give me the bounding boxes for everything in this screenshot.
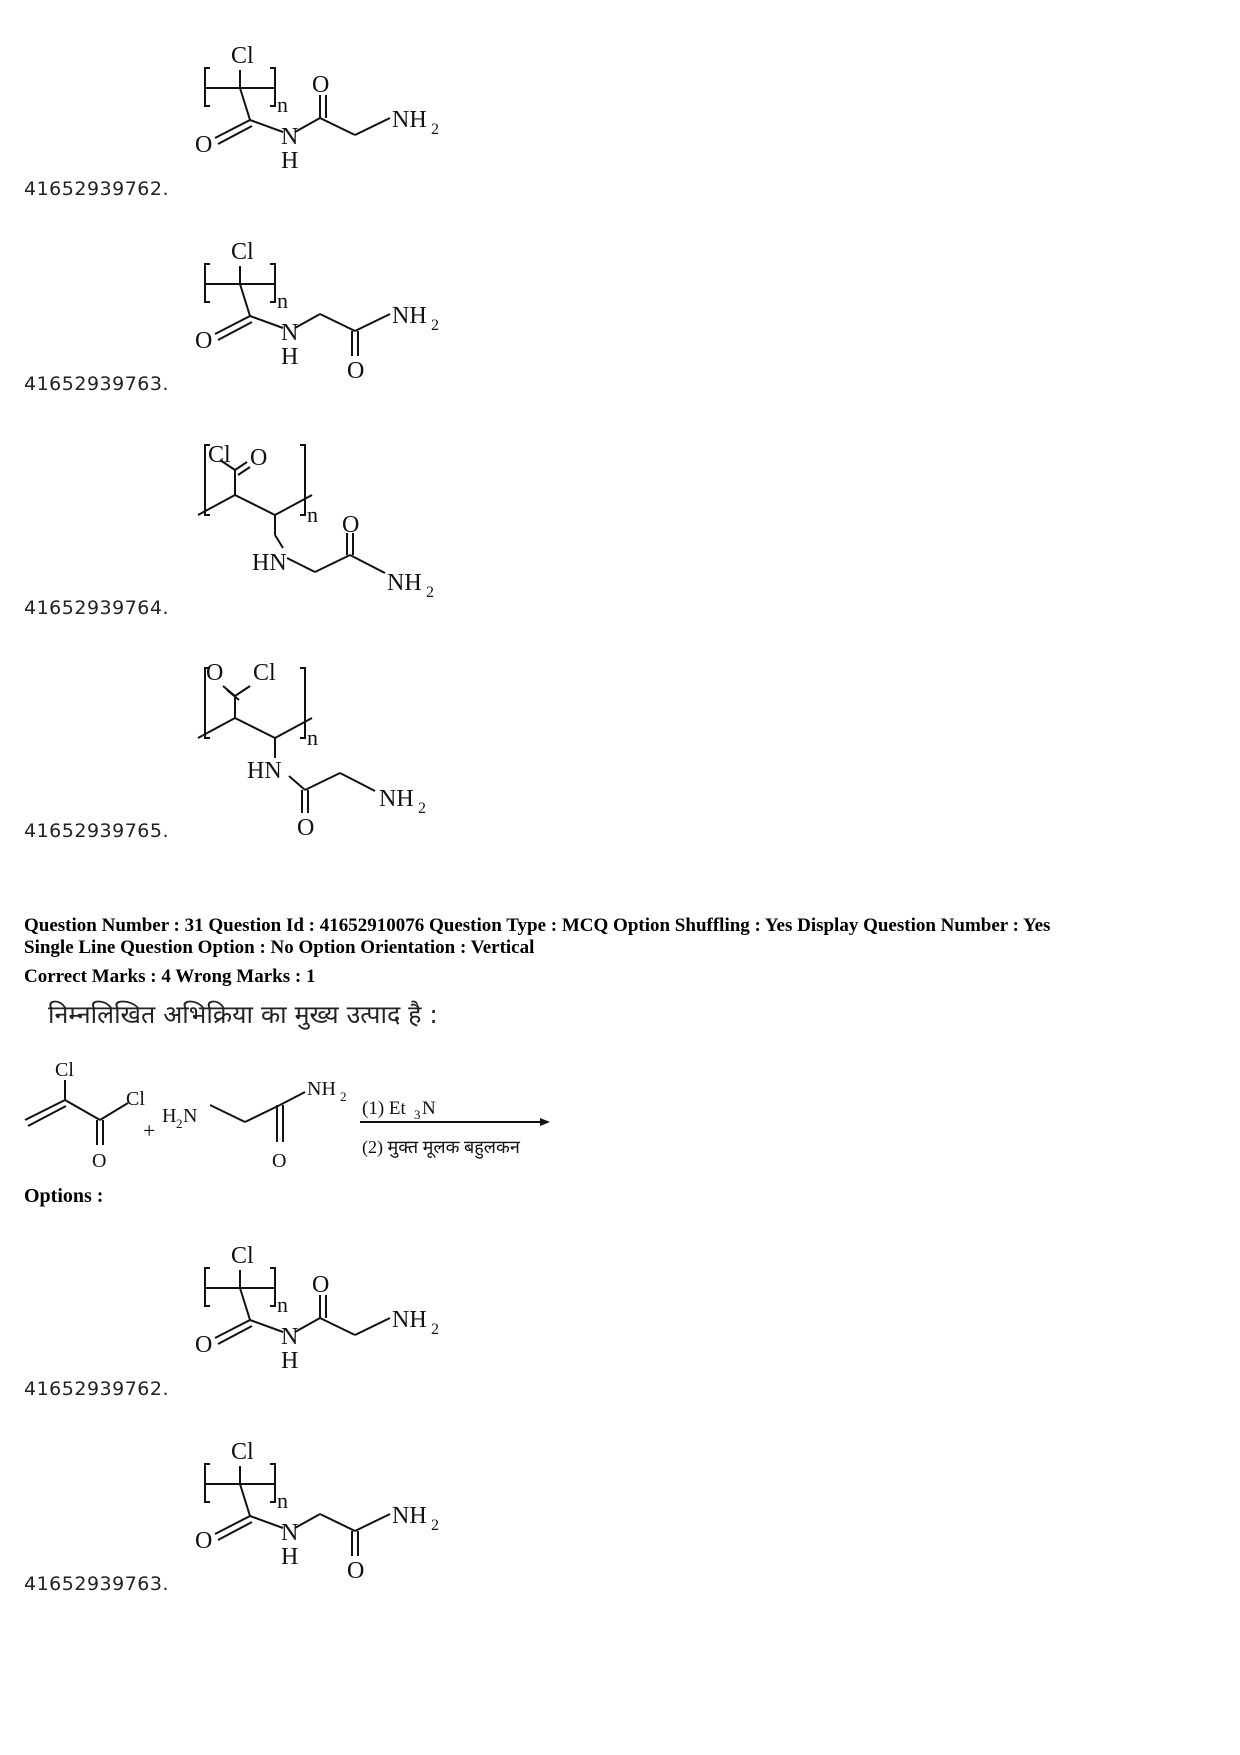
question-marks: Correct Marks : 4 Wrong Marks : 1 [24, 966, 316, 987]
plus-sign: + [143, 1118, 156, 1143]
structure-svg [195, 440, 515, 615]
atom-o: O [206, 660, 224, 686]
reaction-scheme [20, 1060, 560, 1180]
options-label: Options : [24, 1185, 104, 1207]
subscript-n: n [307, 725, 318, 750]
atom-h: H [281, 148, 299, 174]
atom-o: O [195, 1332, 213, 1358]
atom-h: H [162, 1105, 177, 1127]
structure-svg [195, 1240, 515, 1415]
subscript-2: 2 [431, 1517, 439, 1534]
atom-h: H [281, 344, 299, 370]
reagent-2: (2) मुक्त मूलक बहुलकन [362, 1137, 520, 1157]
structure-option-1 [195, 40, 515, 215]
atom-cl: Cl [231, 43, 254, 69]
subscript-n: n [307, 502, 318, 527]
subscript-2: 2 [340, 1089, 347, 1104]
structure-svg [195, 1436, 515, 1611]
structure-svg [195, 40, 515, 215]
reagent-1-subscript: 3 [414, 1107, 421, 1122]
atom-o: O [312, 1272, 330, 1298]
atom-nh: NH [392, 303, 427, 329]
atom-o: O [272, 1150, 287, 1172]
reagent-1-tail: N [422, 1098, 436, 1119]
option-id: 41652939762. [24, 1378, 170, 1400]
atom-nh: NH [392, 1503, 427, 1529]
atom-n: N [281, 320, 299, 346]
structure-option-3 [195, 440, 515, 615]
structure-svg [195, 658, 515, 841]
option-id: 41652939765. [24, 820, 170, 842]
atom-o: O [312, 72, 330, 98]
atom-cl: Cl [55, 1059, 74, 1081]
atom-nh: NH [392, 1307, 427, 1333]
question-text: निम्नलिखित अभिक्रिया का मुख्य उत्पाद है : [48, 1000, 438, 1029]
atom-o: O [195, 328, 213, 354]
atom-nh: NH [379, 786, 414, 812]
option-id: 41652939764. [24, 597, 170, 619]
subscript-n: n [277, 288, 288, 313]
subscript-2: 2 [431, 317, 439, 334]
atom-nh: NH [307, 1078, 336, 1100]
subscript-2: 2 [426, 584, 434, 601]
subscript-n: n [277, 92, 288, 117]
structure-svg [195, 236, 515, 411]
atom-hn: HN [252, 550, 287, 576]
atom-n: N [281, 1520, 299, 1546]
subscript-n: n [277, 1488, 288, 1513]
atom-o: O [92, 1150, 107, 1172]
atom-nh: NH [387, 570, 422, 596]
option-id: 41652939762. [24, 178, 170, 200]
atom-o: O [195, 1528, 213, 1554]
atom-cl: Cl [231, 239, 254, 265]
structure-option-1 [195, 1240, 515, 1415]
subscript-n: n [277, 1292, 288, 1317]
option-id: 41652939763. [24, 1573, 170, 1595]
atom-o: O [195, 132, 213, 158]
question-meta-line-2: Single Line Question Option : No Option Orientation : Vertical [24, 937, 535, 958]
atom-o: O [342, 512, 360, 538]
atom-cl: Cl [126, 1088, 145, 1110]
subscript-2: 2 [176, 1116, 183, 1131]
option-id: 41652939763. [24, 373, 170, 395]
atom-n: N [183, 1105, 198, 1127]
reagent-1: (1) Et [362, 1098, 406, 1119]
atom-o: O [250, 445, 268, 471]
atom-n: N [281, 1324, 299, 1350]
question-meta-line-1: Question Number : 31 Question Id : 41652910076 Question Type : MCQ Option Shuffling : Yes Display Question Number : Yes [24, 915, 1051, 936]
atom-hn: HN [247, 758, 282, 784]
atom-o: O [347, 1558, 365, 1584]
reaction-svg [20, 1060, 560, 1180]
atom-nh: NH [392, 107, 427, 133]
atom-h: H [281, 1348, 299, 1374]
atom-cl: Cl [231, 1243, 254, 1269]
atom-cl: Cl [208, 442, 231, 468]
atom-o: O [347, 358, 365, 384]
atom-cl: Cl [231, 1439, 254, 1465]
subscript-2: 2 [418, 800, 426, 817]
subscript-2: 2 [431, 121, 439, 138]
subscript-2: 2 [431, 1321, 439, 1338]
structure-option-4 [195, 658, 515, 841]
structure-option-2 [195, 1436, 515, 1611]
atom-n: N [281, 124, 299, 150]
structure-option-2 [195, 236, 515, 411]
atom-cl: Cl [253, 660, 276, 686]
atom-o: O [297, 815, 315, 841]
atom-h: H [281, 1544, 299, 1570]
